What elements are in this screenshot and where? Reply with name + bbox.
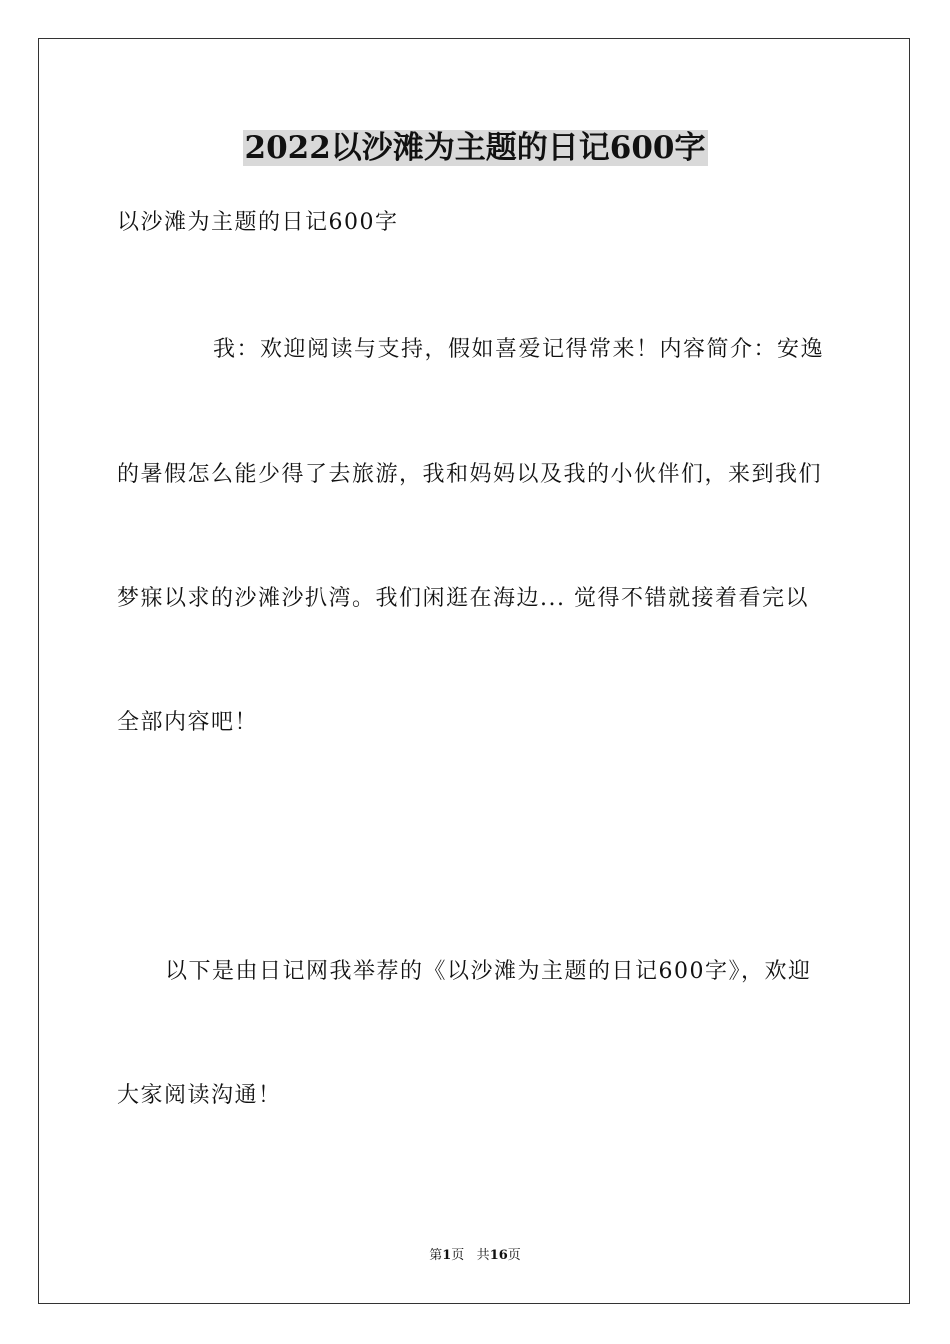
footer-page-prefix: 第 xyxy=(429,1248,443,1263)
footer-total-pages: 16 xyxy=(489,1248,508,1263)
paragraph-1-line-2: 的暑假怎么能少得了去旅游，我和妈妈以及我的小伙伴们，来到我们 xyxy=(117,462,823,487)
footer-total-suffix: 页 xyxy=(507,1248,521,1263)
document-subtitle: 以沙滩为主题的日记600字 xyxy=(117,210,399,235)
page-footer xyxy=(0,1246,950,1266)
document-title xyxy=(0,128,950,168)
paragraph-1-line-1: 我：欢迎阅读与支持，假如喜爱记得常来！内容简介：安逸 xyxy=(213,337,825,362)
footer-page-suffix: 页 xyxy=(451,1248,465,1263)
paragraph-1-line-3: 梦寐以求的沙滩沙扒湾。我们闲逛在海边... 觉得不错就接着看完以 xyxy=(117,586,809,611)
footer-page-number: 1 xyxy=(442,1248,452,1263)
footer-total-prefix: 共 xyxy=(476,1248,490,1263)
paragraph-2-line-1: 以下是由日记网我举荐的《以沙滩为主题的日记600字》，欢迎 xyxy=(165,959,812,984)
paragraph-1-line-4: 全部内容吧！ xyxy=(117,710,259,735)
paragraph-2-line-2: 大家阅读沟通！ xyxy=(117,1083,282,1108)
document-title-text: 2022以沙滩为主题的日记600字 xyxy=(244,130,706,166)
